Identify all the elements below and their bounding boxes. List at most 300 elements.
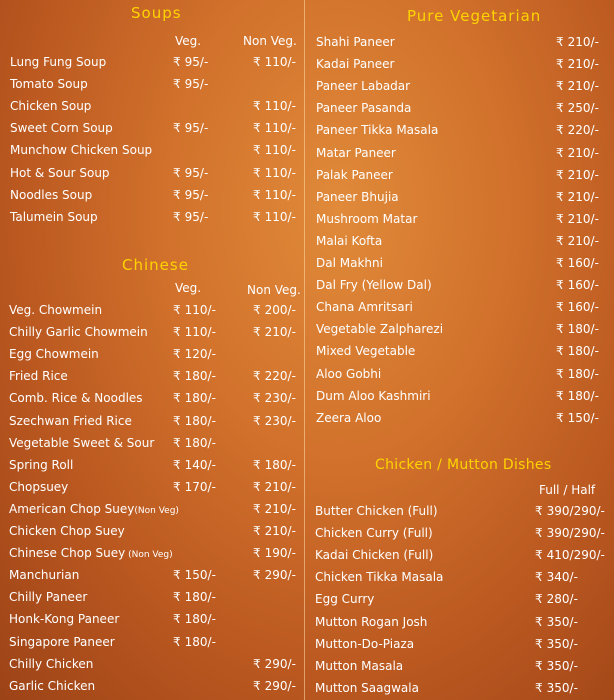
price-value: 110/- <box>264 165 296 180</box>
rupee-symbol: ₹ <box>535 570 543 585</box>
menu-item-name <box>10 55 106 69</box>
rupee-symbol: ₹ <box>556 79 564 94</box>
veg-price <box>173 188 208 202</box>
veg-price <box>173 391 216 405</box>
price-value: 180/- <box>184 590 216 605</box>
price-value: 180/- <box>567 344 599 359</box>
rupee-symbol: ₹ <box>253 303 261 317</box>
rupee-symbol: ₹ <box>173 413 181 428</box>
nonveg-price <box>253 325 296 339</box>
price <box>556 101 599 115</box>
menu-item-name <box>9 568 79 582</box>
price-value: 95/- <box>184 209 209 224</box>
nonveg-price <box>253 303 296 317</box>
price <box>556 256 599 270</box>
item-label: Munchow Chicken Soup <box>10 143 153 158</box>
price <box>535 570 578 584</box>
chicken-col-header: Full / Half <box>539 483 596 497</box>
rupee-symbol: ₹ <box>253 325 261 340</box>
rupee-symbol: ₹ <box>253 457 261 472</box>
item-label: Tomato Soup <box>10 77 88 92</box>
item-label: Chana Amritsari <box>316 300 413 315</box>
price-value: 210/- <box>567 79 599 94</box>
nonveg-price <box>253 143 296 157</box>
nonveg-price <box>253 188 296 202</box>
nonveg-price <box>253 480 296 494</box>
rupee-symbol: ₹ <box>535 636 543 651</box>
price <box>556 57 599 71</box>
rupee-symbol: ₹ <box>253 391 261 406</box>
item-note: (Non Veg) <box>134 505 179 516</box>
menu-item-name <box>10 188 92 202</box>
rupee-symbol: ₹ <box>173 209 181 224</box>
item-label: Palak Paneer <box>316 167 393 182</box>
price-value: 210/- <box>567 35 599 49</box>
rupee-symbol: ₹ <box>535 658 543 673</box>
veg-price <box>173 480 216 494</box>
menu-item-name <box>316 190 399 204</box>
price-value: 160/- <box>567 278 599 293</box>
chinese-nonveg-col-header: Non Veg. <box>247 283 301 297</box>
menu-item-name <box>10 77 88 91</box>
item-label: Chilly Garlic Chowmein <box>9 325 148 340</box>
rupee-symbol: ₹ <box>535 548 543 563</box>
rupee-symbol: ₹ <box>535 526 543 541</box>
veg-price <box>173 347 216 361</box>
menu-item-name <box>10 210 98 224</box>
menu-item-name <box>315 548 433 562</box>
price-value: 200/- <box>264 303 296 317</box>
price-value: 210/- <box>567 189 599 204</box>
chinese-veg-col-header: Veg. <box>175 281 202 295</box>
rupee-symbol: ₹ <box>173 391 181 406</box>
rupee-symbol: ₹ <box>253 165 261 180</box>
menu-item-name <box>316 389 431 403</box>
rupee-symbol: ₹ <box>556 278 564 293</box>
item-label: Paneer Pasanda <box>316 101 412 116</box>
menu-item-name <box>316 411 381 425</box>
item-label: Talumein Soup <box>10 209 98 224</box>
rupee-symbol: ₹ <box>173 634 181 649</box>
item-label: Mutton Rogan Josh <box>315 614 428 629</box>
item-label: Manchurian <box>9 568 80 583</box>
rupee-symbol: ₹ <box>173 347 181 362</box>
item-label: Sweet Corn Soup <box>10 121 113 136</box>
menu-item-name <box>9 524 125 538</box>
price-value: 190/- <box>264 546 296 561</box>
item-label: Lung Fung Soup <box>10 55 107 69</box>
rupee-symbol: ₹ <box>556 322 564 337</box>
item-label: Aloo Gobhi <box>316 366 382 381</box>
price-value: 95/- <box>184 187 209 202</box>
price-value: 180/- <box>567 366 599 381</box>
rupee-symbol: ₹ <box>556 167 564 182</box>
item-label: Fried Rice <box>9 369 68 384</box>
item-label: Malai Kofta <box>316 233 383 248</box>
menu-item-name <box>315 681 419 695</box>
price-value: 230/- <box>264 413 296 428</box>
price-value: 180/- <box>184 634 216 649</box>
price-value: 150/- <box>184 568 216 583</box>
menu-item-name <box>10 121 113 135</box>
price-value: 180/- <box>567 388 599 403</box>
rupee-symbol: ₹ <box>173 325 181 340</box>
item-label: Mixed Vegetable <box>316 344 416 359</box>
menu-item-name <box>316 278 432 292</box>
rupee-symbol: ₹ <box>253 413 261 428</box>
price <box>535 659 578 673</box>
item-label: Paneer Bhujia <box>316 189 399 204</box>
menu-item-name <box>9 391 143 405</box>
price-value: 210/- <box>264 325 296 340</box>
price-value: 180/- <box>184 612 216 627</box>
price-value: 110/- <box>184 303 216 317</box>
price <box>556 123 599 137</box>
price-value: 210/- <box>264 524 296 538</box>
veg-price <box>173 436 216 450</box>
price-value: 290/- <box>264 678 296 693</box>
rupee-symbol: ₹ <box>556 211 564 226</box>
price-value: 230/- <box>264 391 296 406</box>
item-label: Matar Paneer <box>316 145 396 160</box>
rupee-symbol: ₹ <box>173 369 181 384</box>
price-value: 110/- <box>264 143 296 158</box>
menu-item-name <box>9 414 132 428</box>
price-value: 390/290/- <box>546 504 605 518</box>
price <box>556 190 599 204</box>
rupee-symbol: ₹ <box>173 590 181 605</box>
rupee-symbol: ₹ <box>253 209 261 224</box>
rupee-symbol: ₹ <box>173 479 181 494</box>
menu-item-name <box>316 35 395 49</box>
price <box>535 592 578 606</box>
menu-item-name <box>9 325 148 339</box>
menu-item-name <box>315 504 438 518</box>
price <box>556 212 599 226</box>
veg-price <box>173 325 216 339</box>
nonveg-price <box>253 391 296 405</box>
pure-veg-heading: Pure Vegetarian <box>407 7 542 25</box>
rupee-symbol: ₹ <box>556 300 564 315</box>
menu-item-name <box>315 526 433 540</box>
nonveg-price <box>253 414 296 428</box>
price-value: 280/- <box>546 592 578 607</box>
price-value: 220/- <box>567 123 599 138</box>
menu-item-name <box>9 369 68 383</box>
veg-price <box>173 414 216 428</box>
item-label: Kadai Chicken (Full) <box>315 548 434 563</box>
price-value: 150/- <box>567 410 599 425</box>
menu-item-name <box>315 637 414 651</box>
item-label: Mutton Saagwala <box>315 680 419 695</box>
price <box>535 504 605 518</box>
price-value: 140/- <box>184 457 216 472</box>
item-label: Garlic Chicken <box>9 678 96 693</box>
rupee-symbol: ₹ <box>253 143 261 158</box>
rupee-symbol: ₹ <box>173 187 181 202</box>
rupee-symbol: ₹ <box>535 614 543 629</box>
nonveg-price <box>253 99 296 113</box>
rupee-symbol: ₹ <box>556 256 564 270</box>
item-label: Mutton-Do-Piaza <box>315 636 415 651</box>
item-label: Singapore Paneer <box>9 634 115 649</box>
price <box>556 322 599 336</box>
menu-item-name <box>315 592 374 606</box>
menu-item-name <box>10 99 91 113</box>
price-value: 250/- <box>567 101 599 116</box>
price <box>535 526 605 540</box>
price-value: 350/- <box>546 658 578 673</box>
price-value: 95/- <box>184 55 209 69</box>
item-label: Chopsuey <box>9 479 69 494</box>
nonveg-price <box>253 502 296 516</box>
menu-item-name <box>9 480 68 494</box>
item-label: Vegetable Sweet & Sour <box>9 435 155 450</box>
price-value: 210/- <box>567 211 599 226</box>
rupee-symbol: ₹ <box>556 189 564 204</box>
menu-item-name <box>316 256 383 270</box>
item-label: Butter Chicken (Full) <box>315 504 438 518</box>
veg-price <box>173 166 208 180</box>
item-label: Chicken Chop Suey <box>9 524 125 538</box>
soups-heading: Soups <box>131 4 182 22</box>
rupee-symbol: ₹ <box>173 165 181 180</box>
rupee-symbol: ₹ <box>556 145 564 160</box>
rupee-symbol: ₹ <box>535 680 543 695</box>
nonveg-price <box>253 458 296 472</box>
price-value: 220/- <box>264 369 296 384</box>
item-label: Chilly Chicken <box>9 656 94 671</box>
rupee-symbol: ₹ <box>253 678 261 693</box>
price <box>556 79 599 93</box>
price <box>535 615 578 629</box>
item-label: Chicken Tikka Masala <box>315 570 444 585</box>
price-value: 210/- <box>264 501 296 516</box>
menu-item-name <box>316 79 410 93</box>
price-value: 350/- <box>546 614 578 629</box>
veg-price <box>173 635 216 649</box>
price-value: 95/- <box>184 121 209 136</box>
item-label: Mutton Masala <box>315 658 404 673</box>
price-value: 110/- <box>264 55 296 69</box>
price-value: 180/- <box>184 435 216 450</box>
price-value: 340/- <box>546 570 578 585</box>
veg-price <box>173 612 216 626</box>
menu-item-name <box>316 300 413 314</box>
item-label: Dal Makhni <box>316 256 383 270</box>
menu-item-name <box>9 635 115 649</box>
rupee-symbol: ₹ <box>556 410 564 425</box>
rupee-symbol: ₹ <box>556 123 564 138</box>
menu-item-name <box>9 657 93 671</box>
nonveg-price <box>253 166 296 180</box>
menu-item-name <box>316 344 415 358</box>
menu-item-name <box>9 303 102 317</box>
item-label: Egg Chowmein <box>9 347 99 362</box>
price-value: 210/- <box>567 167 599 182</box>
item-label: Paneer Labadar <box>316 79 411 94</box>
item-label: Honk-Kong Paneer <box>9 612 120 627</box>
price <box>556 411 599 425</box>
item-label: Paneer Tikka Masala <box>316 123 439 138</box>
price <box>556 389 599 403</box>
rupee-symbol: ₹ <box>253 546 261 561</box>
menu-item-name <box>316 57 395 71</box>
menu-item-name <box>9 612 119 626</box>
rupee-symbol: ₹ <box>556 366 564 381</box>
price-value: 290/- <box>264 656 296 671</box>
rupee-symbol: ₹ <box>556 344 564 359</box>
item-label: Shahi Paneer <box>316 35 395 49</box>
price-value: 210/- <box>567 57 599 72</box>
price-value: 160/- <box>567 300 599 315</box>
rupee-symbol: ₹ <box>253 99 261 114</box>
veg-price <box>173 303 216 317</box>
soups-veg-col-header: Veg. <box>175 34 202 48</box>
menu-item-name <box>316 234 382 248</box>
rupee-symbol: ₹ <box>173 612 181 627</box>
chicken-mutton-heading: Chicken / Mutton Dishes <box>375 457 552 473</box>
rupee-symbol: ₹ <box>253 568 261 583</box>
price-value: 95/- <box>184 77 209 92</box>
item-label: American Chop Suey <box>9 501 135 516</box>
price-value: 110/- <box>264 99 296 114</box>
nonveg-price <box>253 657 296 671</box>
price <box>535 548 605 562</box>
rupee-symbol: ₹ <box>253 55 261 69</box>
menu-item-name <box>316 367 381 381</box>
menu-item-name <box>315 615 427 629</box>
menu-item-name <box>315 570 443 584</box>
price-value: 180/- <box>184 369 216 384</box>
item-label: Kadai Paneer <box>316 57 395 72</box>
veg-price <box>173 369 216 383</box>
price-value: 390/290/- <box>546 526 605 541</box>
price <box>556 300 599 314</box>
veg-price <box>173 55 208 69</box>
menu-item-name <box>10 143 152 157</box>
item-note: (Non Veg) <box>125 550 173 561</box>
item-label: Comb. Rice & Noodles <box>9 391 143 406</box>
rupee-symbol: ₹ <box>173 457 181 472</box>
menu-item-name <box>316 212 417 226</box>
menu-item-name <box>9 546 173 560</box>
price <box>556 168 599 182</box>
menu-item-name <box>9 502 179 516</box>
menu-item-name <box>316 322 443 336</box>
item-label: Chicken Soup <box>10 99 92 114</box>
rupee-symbol: ₹ <box>173 435 181 450</box>
rupee-symbol: ₹ <box>253 121 261 136</box>
price-value: 410/290/- <box>546 548 605 563</box>
veg-price <box>173 458 216 472</box>
nonveg-price <box>253 121 296 135</box>
item-label: Vegetable Zalpharezi <box>316 322 444 337</box>
price-value: 290/- <box>264 568 296 583</box>
price-value: 110/- <box>184 325 216 340</box>
price <box>535 681 578 695</box>
price-value: 160/- <box>567 256 599 270</box>
veg-price <box>173 77 208 91</box>
veg-price <box>173 121 208 135</box>
item-label: Hot & Sour Soup <box>10 165 110 180</box>
item-label: Noodles Soup <box>10 187 93 202</box>
item-label: Spring Roll <box>9 457 74 472</box>
veg-price <box>173 590 216 604</box>
item-label: Veg. Chowmein <box>9 303 103 317</box>
nonveg-price <box>253 369 296 383</box>
price-value: 180/- <box>184 413 216 428</box>
menu-item-name <box>9 436 154 450</box>
price-value: 210/- <box>567 145 599 160</box>
rupee-symbol: ₹ <box>535 592 543 607</box>
rupee-symbol: ₹ <box>253 479 261 494</box>
price-value: 180/- <box>264 457 296 472</box>
menu-item-name <box>316 146 396 160</box>
rupee-symbol: ₹ <box>173 121 181 136</box>
column-divider <box>304 0 305 700</box>
item-label: Chicken Curry (Full) <box>315 526 433 541</box>
price-value: 180/- <box>567 322 599 337</box>
nonveg-price <box>253 55 296 69</box>
veg-price <box>173 210 208 224</box>
veg-price <box>173 568 216 582</box>
rupee-symbol: ₹ <box>556 35 564 49</box>
item-label: Egg Curry <box>315 592 375 607</box>
price-value: 210/- <box>567 233 599 248</box>
price-value: 180/- <box>184 391 216 406</box>
price <box>556 35 599 49</box>
nonveg-price <box>253 568 296 582</box>
chinese-heading: Chinese <box>122 256 189 274</box>
menu-item-name <box>9 679 95 693</box>
rupee-symbol: ₹ <box>253 656 261 671</box>
nonveg-price <box>253 524 296 538</box>
rupee-symbol: ₹ <box>556 233 564 248</box>
rupee-symbol: ₹ <box>253 369 261 384</box>
price-value: 110/- <box>264 187 296 202</box>
price-value: 120/- <box>184 347 216 362</box>
price-value: 110/- <box>264 121 296 136</box>
menu-item-name <box>9 590 87 604</box>
menu-item-name <box>10 166 110 180</box>
menu-item-name <box>9 458 73 472</box>
rupee-symbol: ₹ <box>556 101 564 116</box>
menu-item-name <box>316 168 393 182</box>
price <box>556 367 599 381</box>
nonveg-price <box>253 210 296 224</box>
menu-item-name <box>316 101 411 115</box>
rupee-symbol: ₹ <box>253 501 261 516</box>
nonveg-price <box>253 679 296 693</box>
rupee-symbol: ₹ <box>173 77 181 92</box>
rupee-symbol: ₹ <box>535 504 543 518</box>
rupee-symbol: ₹ <box>173 303 181 317</box>
price <box>535 637 578 651</box>
rupee-symbol: ₹ <box>556 57 564 72</box>
price <box>556 234 599 248</box>
rupee-symbol: ₹ <box>253 187 261 202</box>
rupee-symbol: ₹ <box>173 55 181 69</box>
price <box>556 146 599 160</box>
rupee-symbol: ₹ <box>556 388 564 403</box>
price-value: 95/- <box>184 165 209 180</box>
item-label: Chilly Paneer <box>9 590 88 605</box>
item-label: Mushroom Matar <box>316 211 418 226</box>
soups-nonveg-col-header: Non Veg. <box>243 34 297 48</box>
price-value: 110/- <box>264 209 296 224</box>
price-value: 210/- <box>264 479 296 494</box>
